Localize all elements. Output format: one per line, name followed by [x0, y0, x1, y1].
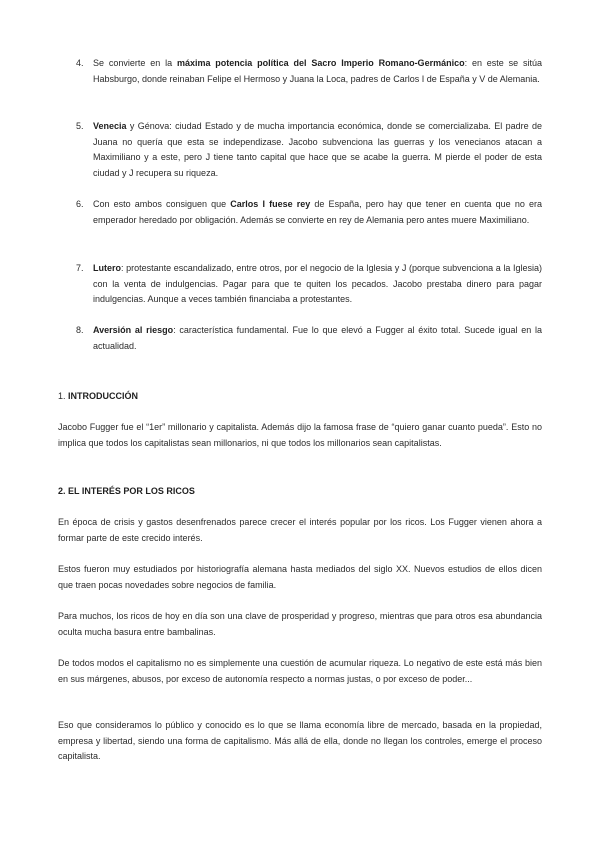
- section-2-heading: 2. EL INTERÉS POR LOS RICOS: [58, 486, 195, 496]
- list-text: Venecia y Génova: ciudad Estado y de mucha importancia económica, donde se comercializaba. El padre de Juana no quería que esta se independizase. Jacobo subvenciona las guerras y los venecianos atacan a Maximiliano y a este, pero J tiene tanto capital que hace que se acabe la guerra. M pierde el poder de esta ciudad y J recupera su riqueza.: [93, 121, 542, 178]
- list-text: Aversión al riesgo: característica fundamental. Fue lo que elevó a Fugger al éxito total. Sucede igual en la actualidad.: [93, 325, 542, 351]
- section-2-paragraph: En época de crisis y gastos desenfrenados parece crecer el interés popular por los ricos. Los Fugger vienen ahora a formar parte de este crecido interés.: [58, 517, 542, 543]
- list-number: 6.: [76, 199, 84, 209]
- list-number: 4.: [76, 58, 84, 68]
- section-2-paragraph: De todos modos el capitalismo no es simplemente una cuestión de acumular riqueza. Lo negativo de este está más bien en sus márgenes, abusos, por exceso de autonomía respecto a normas justas, o por exceso de poder...: [58, 658, 542, 684]
- section-1-heading: 1. INTRODUCCIÓN: [58, 391, 139, 401]
- list-number: 5.: [76, 121, 84, 131]
- list-number: 8.: [76, 325, 84, 335]
- list-number: 7.: [76, 263, 84, 273]
- section-2-paragraph: Eso que consideramos lo público y conocido es lo que se llama economía libre de mercado, basada en la propiedad, empresa y libertad, siendo una forma de capitalismo. Más allá de ella, donde no llegan los controles, emerge el proceso capitalista.: [58, 720, 542, 761]
- list-text: Lutero: protestante escandalizado, entre otros, por el negocio de la Iglesia y J (porque subvenciona a la Iglesia) con la venta de indulgencias. Pagar para que te quiten los pecados. Jacobo prestaba dinero para pagar indulgencias. Aunque a veces también financiaba a protestantes.: [93, 263, 542, 304]
- list-text: Con esto ambos consiguen que Carlos I fuese rey de España, pero hay que tener en cuenta que no era emperador heredado por obligación. Además se convierte en rey de Alemania pero antes muere Maximiliano.: [93, 199, 542, 225]
- section-2-paragraph: Estos fueron muy estudiados por historiografía alemana hasta mediados del siglo XX. Nuevos estudios de ellos dicen que traen pocas novedades sobre negocios de familia.: [58, 564, 542, 590]
- list-text: Se convierte en la máxima potencia política del Sacro Imperio Romano-Germánico: en este se sitúa Habsburgo, donde reinaban Felipe el Hermoso y Juana la Loca, padres de Carlos I de España y V de Alemania.: [93, 58, 543, 84]
- section-2-paragraph: Para muchos, los ricos de hoy en día son una clave de prosperidad y progreso, mientras que para otros esa abundancia oculta mucha basura entre bambalinas.: [58, 611, 542, 637]
- section-1-paragraph: Jacobo Fugger fue el “1er” millonario y capitalista. Además dijo la famosa frase de “quiero ganar cuanto pueda”. Esto no implica que todos los capitalistas sean millonarios, ni que todos los millonarios sean capitalistas.: [58, 422, 542, 448]
